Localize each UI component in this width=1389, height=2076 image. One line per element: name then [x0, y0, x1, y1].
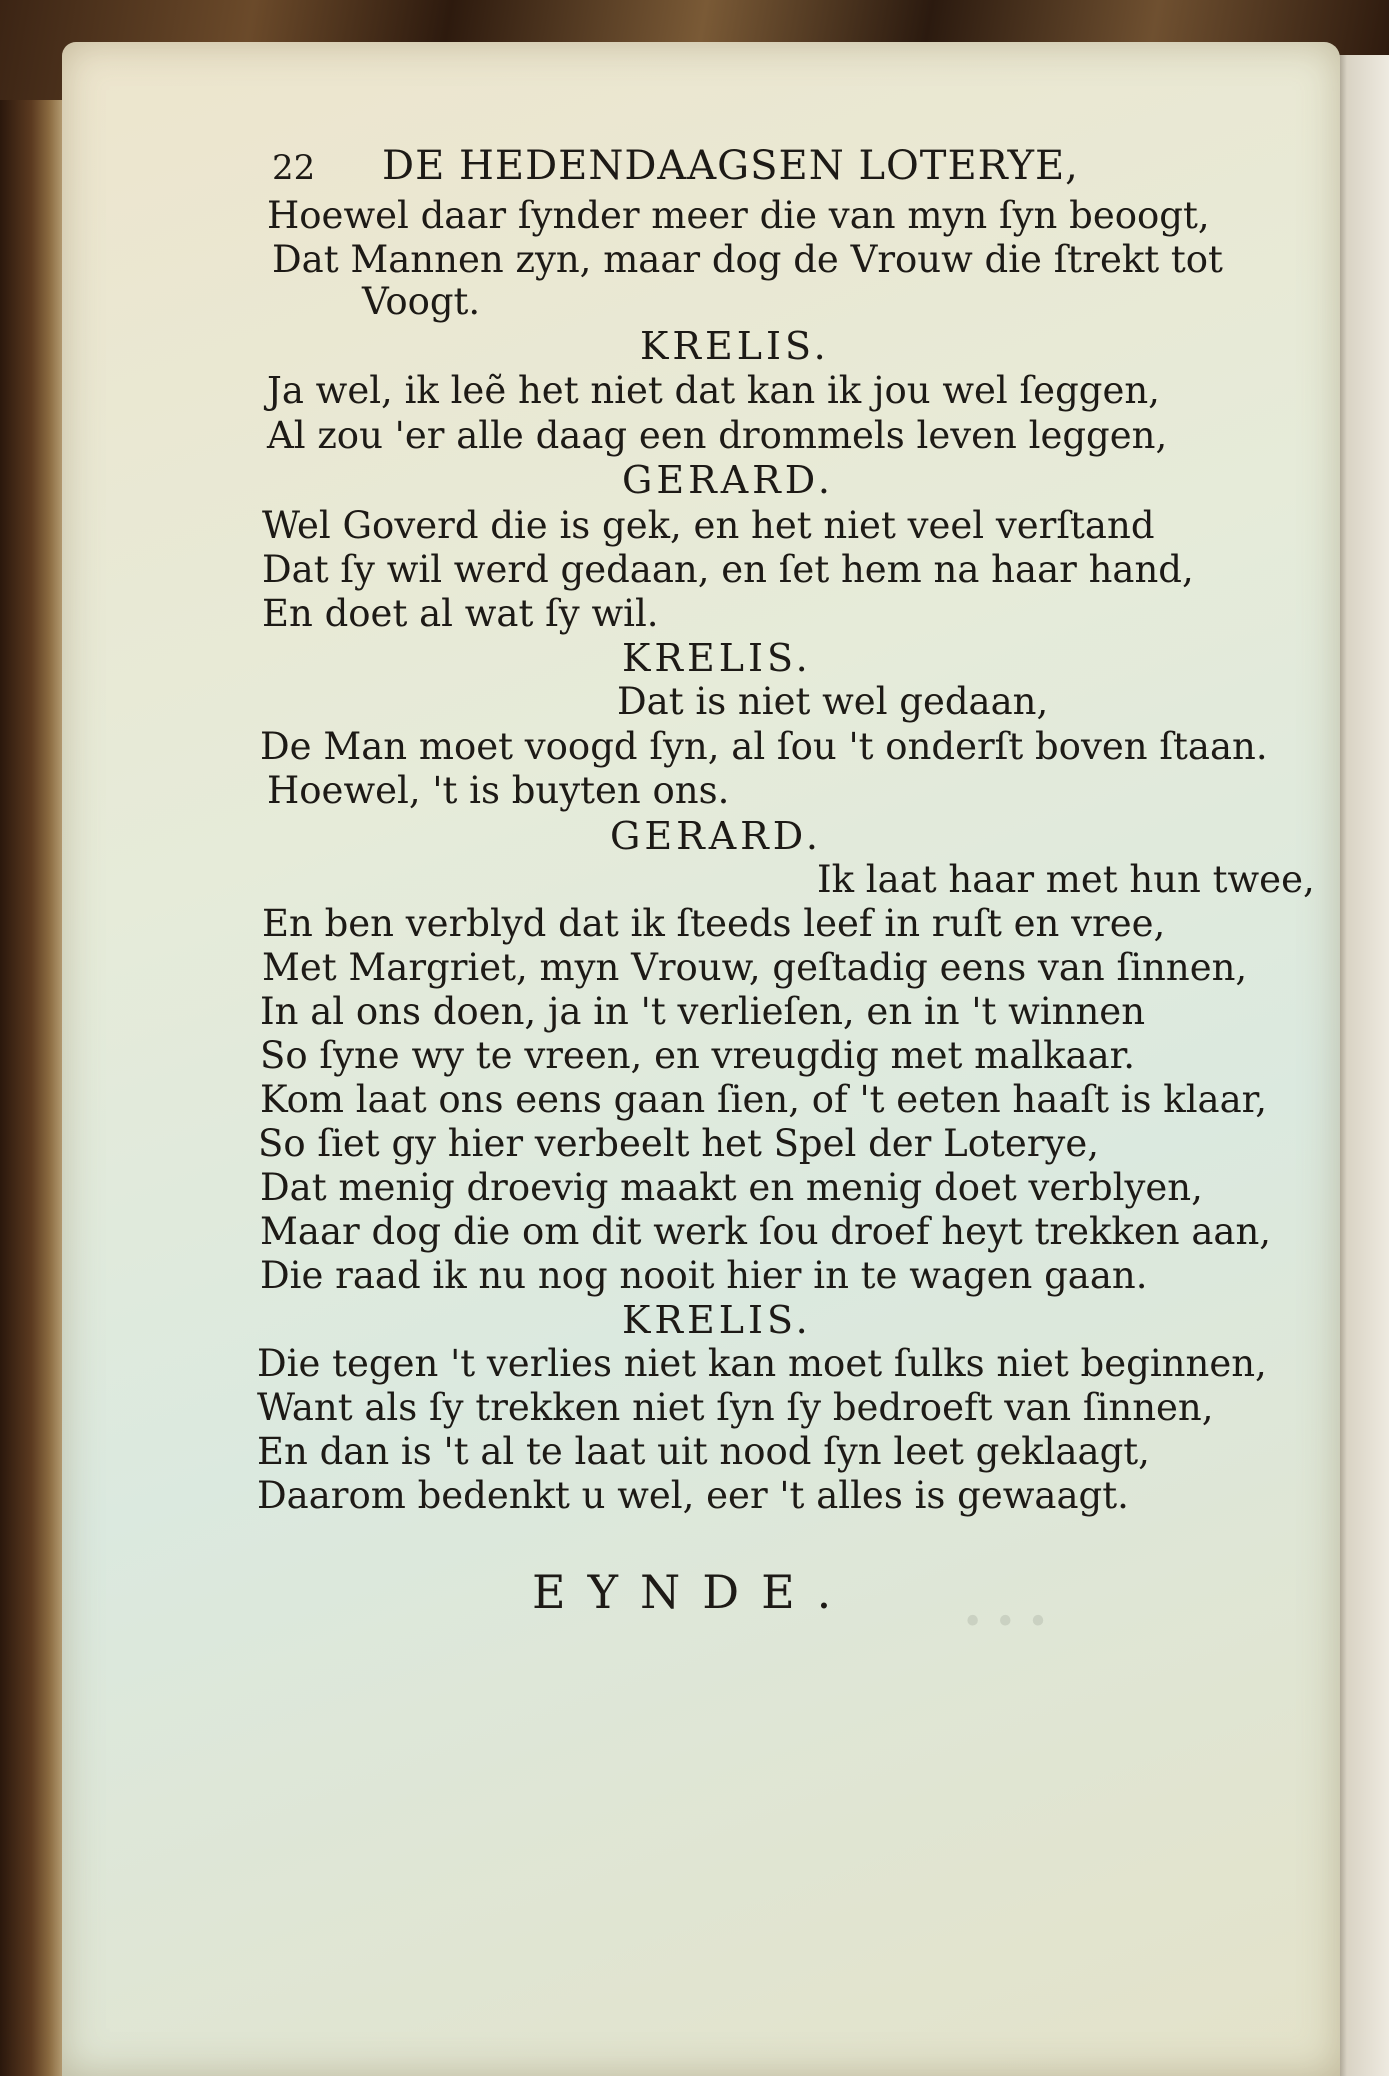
text-line: Voogt.	[362, 280, 481, 323]
text-line: Maar dog die om dit werk ſou droef heyt trekken aan,	[260, 1210, 1272, 1253]
end-marker: EYNDE.	[532, 1565, 854, 1619]
text-line: So ſiet gy hier verbeelt het Spel der Loterye,	[258, 1122, 1099, 1165]
text-line: Dat Mannen zyn, maar dog de Vrouw die ſtrekt tot	[272, 238, 1223, 281]
text-line: En doet al wat ſy wil.	[262, 592, 659, 635]
text-line: Wel Goverd die is gek, en het niet veel verſtand	[262, 504, 1155, 547]
page-number: 22	[272, 148, 316, 188]
text-line: In al ons doen, ja in 't verlieſen, en in 't winnen	[260, 990, 1146, 1033]
text-line: Met Margriet, myn Vrouw, geſtadig eens van ſinnen,	[262, 946, 1248, 989]
speaker-name: GERARD.	[610, 814, 822, 858]
text-line: Hoewel, 't is buyten ons.	[267, 769, 730, 812]
text-line: Al zou 'er alle daag een drommels leven leggen,	[267, 414, 1168, 457]
running-title: DE HEDENDAAGSEN LOTERYE,	[382, 143, 1079, 189]
book-page	[62, 42, 1340, 2076]
speaker-name: KRELIS.	[622, 636, 812, 680]
text-line: Kom laat ons eens gaan ſien, of 't eeten haaſt is klaar,	[260, 1078, 1268, 1121]
show-through-text: • • •	[962, 1602, 1049, 1643]
text-line: Want als ſy trekken niet ſyn ſy bedroeft van ſinnen,	[257, 1386, 1214, 1429]
text-line: En dan is 't al te laat uit nood ſyn leet geklaagt,	[257, 1430, 1150, 1473]
text-line: Dat is niet wel gedaan,	[617, 680, 1049, 723]
text-line: Die raad ik nu nog nooit hier in te wagen gaan.	[260, 1254, 1148, 1297]
book-binding-left	[0, 100, 70, 2076]
text-line: Ja wel, ik leẽ het niet dat kan ik jou wel ſeggen,	[267, 369, 1160, 412]
text-line: Daarom bedenkt u wel, eer 't alles is gewaagt.	[257, 1474, 1129, 1517]
text-line: De Man moet voogd ſyn, al ſou 't onderſt boven ſtaan.	[260, 725, 1268, 768]
text-line: So ſyne wy te vreen, en vreugdig met malkaar.	[260, 1034, 1136, 1077]
text-line: Dat ſy wil werd gedaan, en ſet hem na haar hand,	[262, 548, 1194, 591]
text-line: Ik laat haar met hun twee,	[817, 858, 1315, 901]
text-line: Hoewel daar ſynder meer die van myn ſyn beoogt,	[267, 194, 1210, 237]
speaker-name: KRELIS.	[622, 1298, 812, 1342]
speaker-name: KRELIS.	[640, 324, 830, 368]
text-line: Die tegen 't verlies niet kan moet ſulks niet beginnen,	[257, 1342, 1267, 1385]
text-line: Dat menig droevig maakt en menig doet verblyen,	[260, 1166, 1203, 1209]
text-line: En ben verblyd dat ik ſteeds leef in ruſt en vree,	[262, 902, 1166, 945]
speaker-name: GERARD.	[622, 458, 834, 502]
